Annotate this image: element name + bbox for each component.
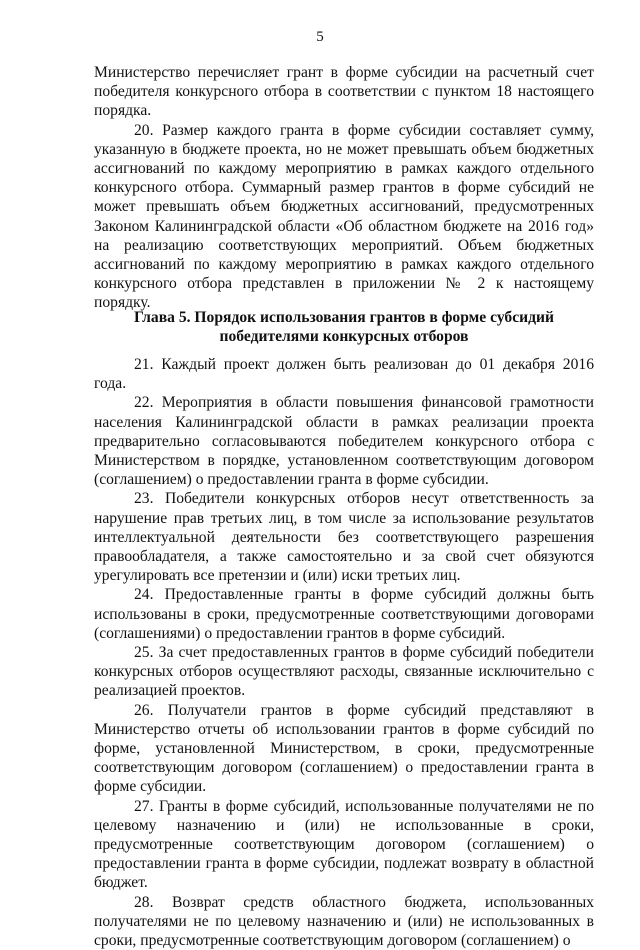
chapter-heading — [94, 308, 594, 346]
paragraph-21: 21. Каждый проект должен быть реализован до 01 декабря 2016 года. — [94, 356, 594, 393]
page-number: 5 — [316, 29, 324, 45]
chapter-heading-line-1: Глава 5. Порядок использования грантов в форме субсидий — [134, 309, 554, 326]
paragraph-continuation: Министерство перечисляет грант в форме субсидии на расчетный счет победителя конкурсного отбора в соответствии с пунктом 18 настоящего порядка. — [94, 64, 594, 120]
paragraph-22: 22. Мероприятия в области повышения финансовой грамотности населения Калининградской области в рамках реализации проекта предварительно согласовываются победителем конкурсного отбора с Министерством в порядке, установленном соответствующим договором (соглашением) о предоставлении гранта в форме субсидии. — [94, 394, 594, 489]
paragraph-23: 23. Победители конкурсных отборов несут ответственность за нарушение прав третьих лиц, в том числе за использование результатов интеллектуальной деятельности без соответствующего разрешения правообладателя, а также самостоятельно и за свой счет обязуются урегулировать все претензии и (или) иски третьих лиц. — [94, 490, 594, 585]
paragraph-20: 20. Размер каждого гранта в форме субсидии составляет сумму, указанную в бюджете проекта, но не может превышать объем бюджетных ассигнований по каждому мероприятию в рамках каждого отдельного конкурсного отбора. Суммарный размер грантов в форме субсидий не может превышать объем бюджетных ассигнований, предусмотренных Законом Калининградской области «Об областном бюджете на 2016 год» на реализацию соответствующих мероприятий. Объем бюджетных ассигнований по каждому мероприятию в рамках каждого отдельного конкурсного отбора представлен в приложении № 2 к настоящему порядку. — [94, 121, 594, 312]
chapter-5-body — [94, 355, 594, 950]
paragraph-27: 27. Гранты в форме субсидий, использованные получателями не по целевому назначению и (или) не использованные в сроки, предусмотренные соответствующим договором (соглашением) о предоставлении гранта в форме субсидии, подлежат возврату в областной бюджет. — [94, 797, 594, 892]
paragraph-25: 25. За счет предоставленных грантов в форме субсидий победители конкурсных отборов осуществляют расходы, связанные исключительно с реализацией проектов. — [94, 644, 594, 700]
intro-section — [94, 63, 594, 313]
chapter-heading-line-2: победителями конкурсных отборов — [219, 328, 469, 346]
paragraph-26: 26. Получатели грантов в форме субсидий представляют в Министерство отчеты об использовании грантов в форме субсидий по форме, установленной Министерством, в сроки, предусмотренные соответствующим договором (соглашением) о предоставлении гранта в форме субсидии. — [94, 701, 594, 796]
paragraph-24: 24. Предоставленные гранты в форме субсидий должны быть использованы в сроки, предусмотренные соответствующими договорами (соглашениями) о предоставлении грантов в форме субсидий. — [94, 586, 594, 642]
paragraph-28: 28. Возврат средств областного бюджета, использованных получателями не по целевому назначению и (или) не использованных в сроки, предусмотренные соответствующим договором (соглашением) о — [94, 893, 594, 950]
